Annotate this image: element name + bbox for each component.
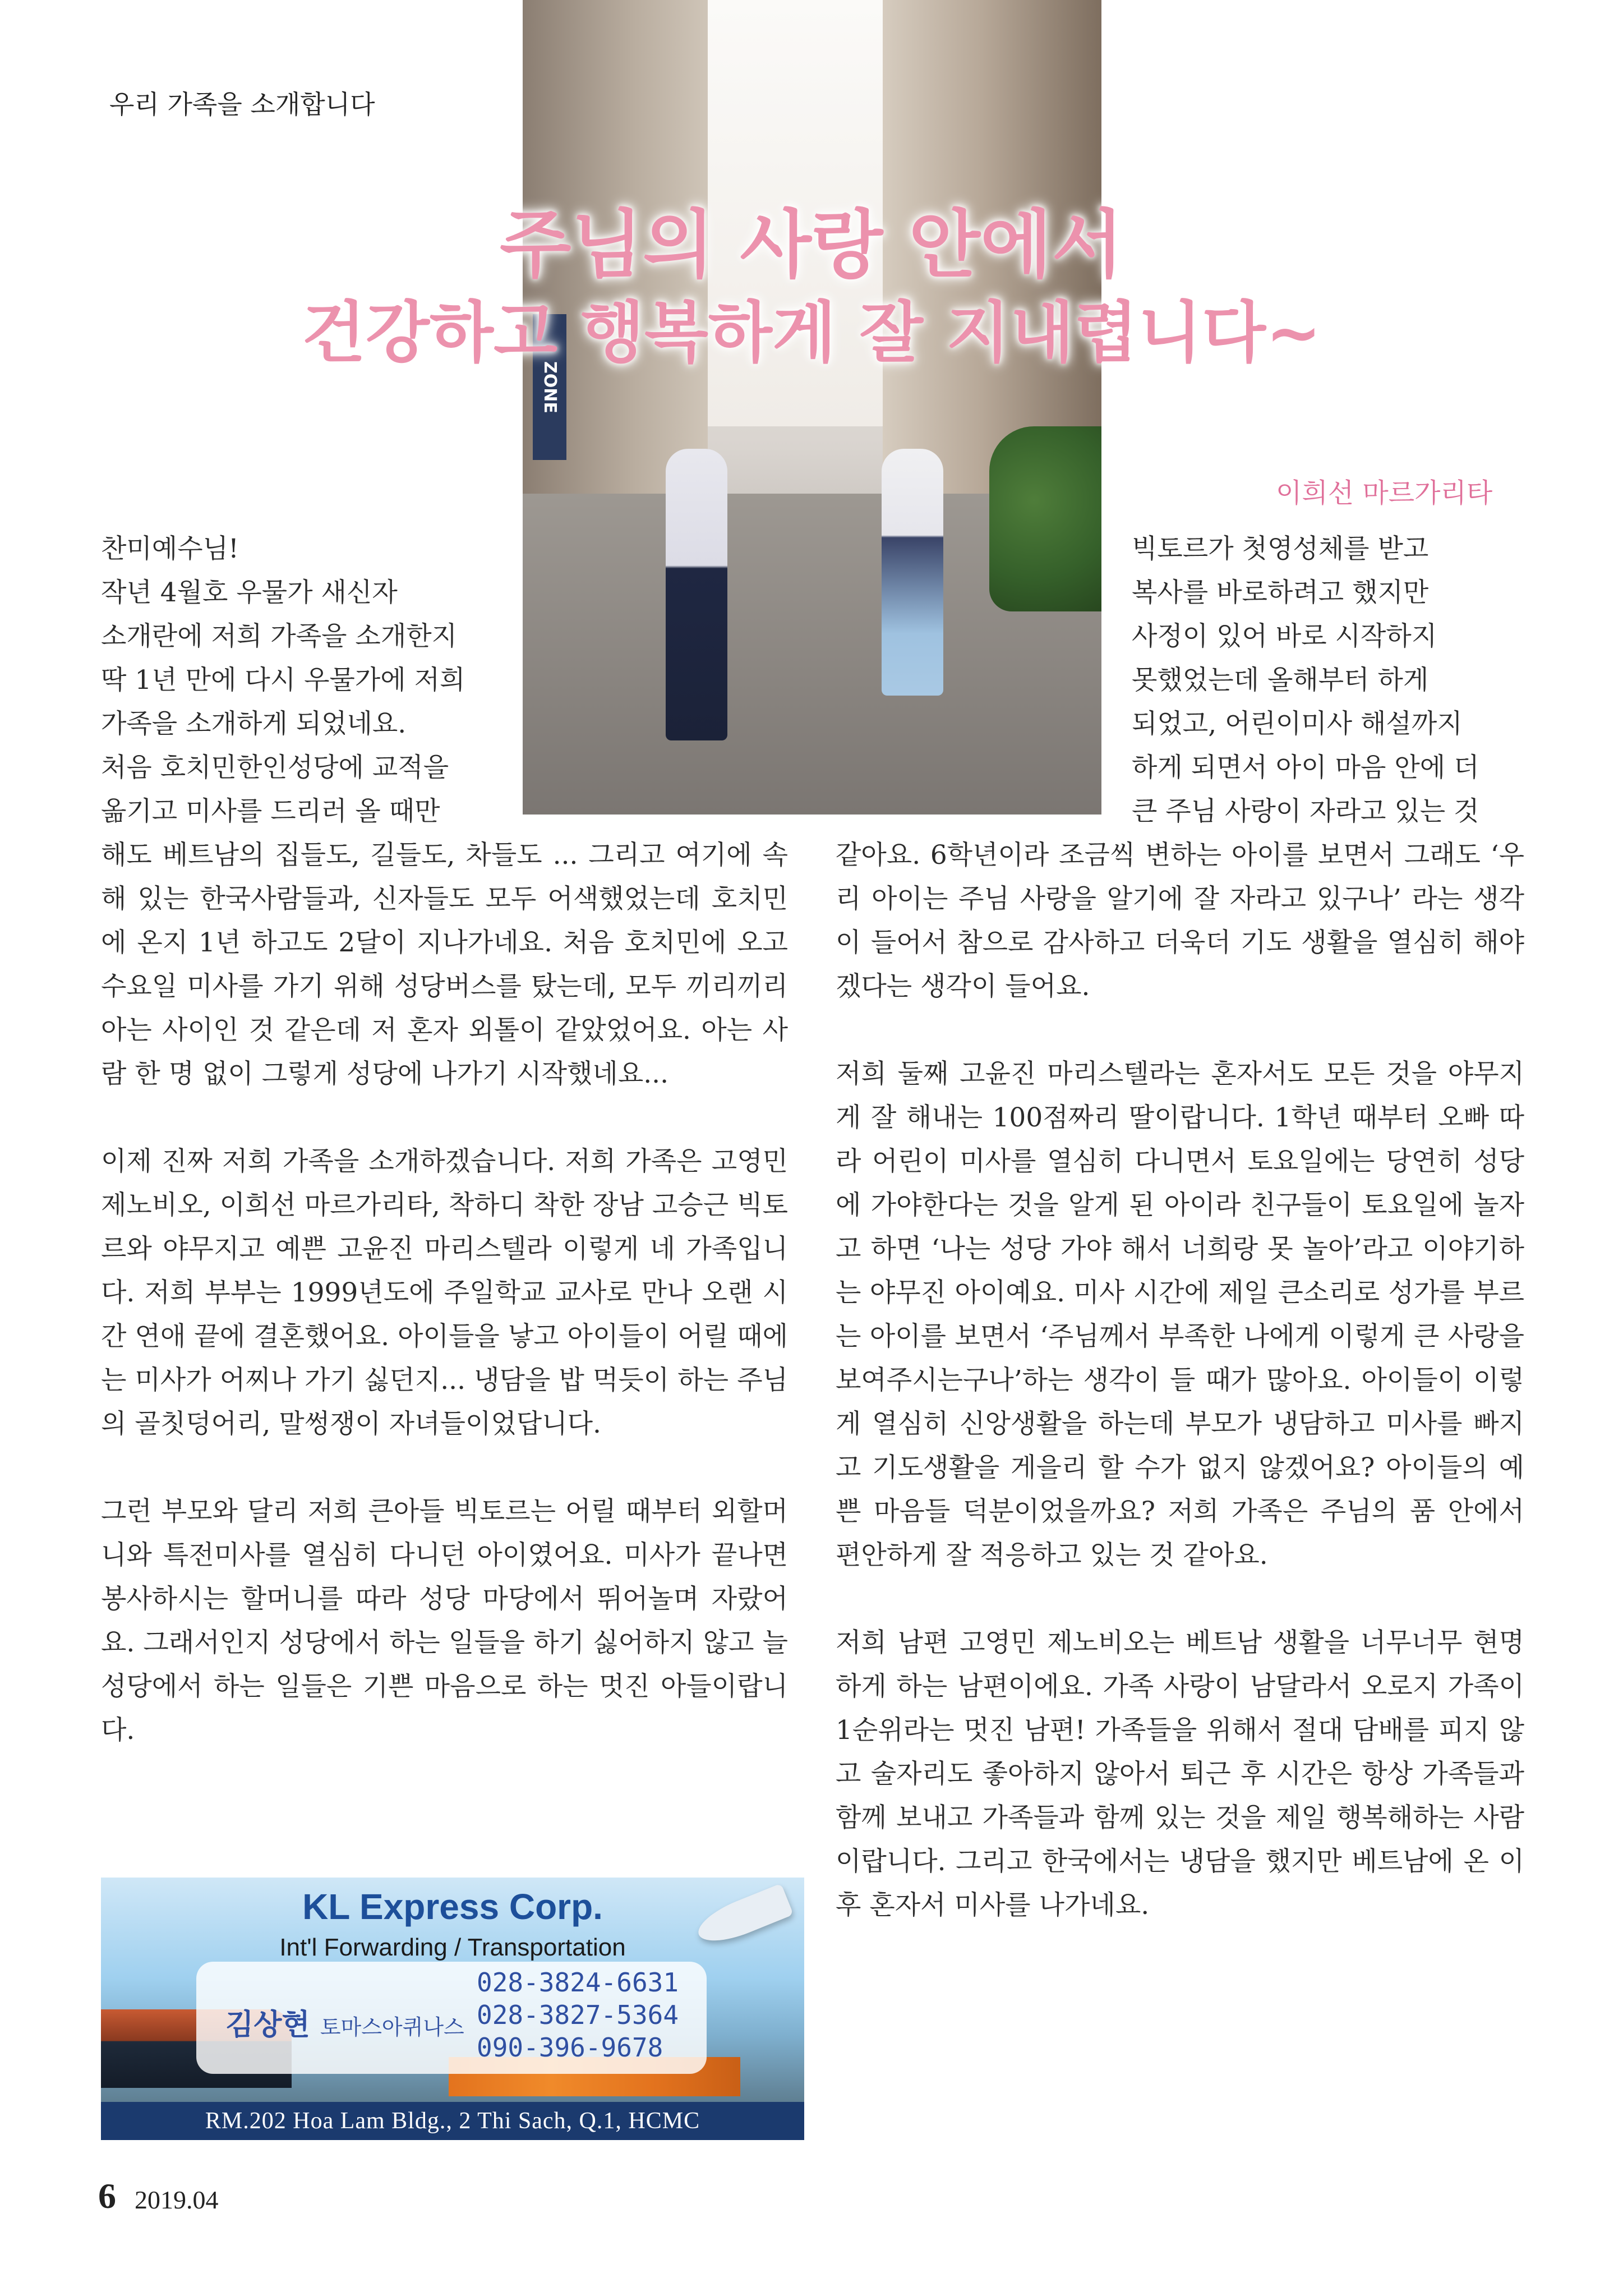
photo-boy [666,449,727,740]
section-label: 우리 가족을 소개합니다 [109,89,375,119]
page-number: 6 [98,2176,116,2216]
text-line: 가족을 소개하게 되었네요. [101,708,407,739]
text-line: 소개란에 저희 가족을 소개한지 [101,621,458,652]
right-column-body [836,834,1524,1927]
text-line: 빅토르가 첫영성체를 받고 [1132,533,1429,564]
paragraph: 저희 남편 고영민 제노비오는 베트남 생활을 너무너무 현명하게 하는 남편이에요. 가족 사랑이 남달라서 오로지 가족이 1순위라는 멋진 남편! 가족들을 위해서 절대 담배를 피지 않고 술자리도 좋아하지 않아서 퇴근 후 시간은 항상 가족들과 함께 보내고 가족들과 함께 있는 것을 제일 행복해하는 사람이랍니다. 그리고 한국에서는 냉담을 했지만 베트남에 온 이후 혼자서 미사를 나가네요. [836,1627,1524,1921]
text-line: 되었고, 어린이미사 해설까지 [1132,708,1463,739]
ad-tagline: Int'l Forwarding / Transportation [279,1934,626,1961]
paragraph: 그런 부모와 달리 저희 큰아들 빅토르는 어릴 때부터 외할머니와 특전미사를 열심히 다니던 아이였어요. 미사가 끝나면 봉사하시는 할머니를 따라 성당 마당에서 뛰어놀며 자랐어요. 그래서인지 성당에서 하는 일들을 하기 싫어하지 않고 늘 성당에서 하는 일들은 기쁜 마음으로 하는 멋진 아들이랍니다. [101,1496,788,1746]
ad-company-name: KL Express Corp. [302,1887,603,1927]
ad-contact [225,2001,464,2043]
paragraph: 저희 둘째 고윤진 마리스텔라는 혼자서도 모든 것을 야무지게 잘 해내는 100점짜리 딸이랍니다. 1학년 때부터 오빠 따라 어린이 미사를 열심히 다니면서 토요일에는 당연히 성당에 가야한다는 것을 알게 된 아이라 친구들이 토요일에 놀자고 하면 ‘나는 성당 가야 해서 너희랑 못 놀아’라고 이야기하는 야무진 아이예요. 미사 시간에 제일 큰소리로 성가를 부르는 아이를 보면서 ‘주님께서 부족한 나에게 이렇게 큰 사랑을 보여주시는구나’하는 생각이 들 때가 많아요. 아이들이 이렇게 열심히 신앙생활을 하는데 부모가 냉담하고 미사를 빠지고 기도생활을 게을리 할 수가 없지 않겠어요? 아이들의 예쁜 마음들 덕분이었을까요? 저희 가족은 주님의 품 안에서 편안하게 잘 적응하고 있는 것 같아요. [836,1059,1524,1571]
ad-phone: 028-3824-6631 [477,1967,679,1998]
photo-plants [989,426,1101,611]
text-line: 사정이 있어 바로 시작하지 [1132,621,1437,652]
left-column-top [101,527,485,834]
ad-contact-role: 토마스아퀴나스 [320,2015,464,2040]
paragraph: 이제 진짜 저희 가족을 소개하겠습니다. 저희 가족은 고영민 제노비오, 이희선 마르가리타, 착하디 착한 장남 고승근 빅토르와 야무지고 예쁜 고윤진 마리스텔라 이렇게 네 가족입니다. 저희 부부는 1999년도에 주일학교 교사로 만나 오랜 시간 연애 끝에 결혼했어요. 아이들을 낳고 아이들이 어릴 때에는 미사가 어찌나 가기 싫던지... 냉담을 밥 먹듯이 하는 주님의 골칫덩어리, 말썽쟁이 자녀들이었답니다. [101,1146,788,1439]
left-column-body [101,834,788,1752]
text-line: 딱 1년 만에 다시 우물가에 저희 [101,665,465,696]
kl-express-advertisement [101,1878,804,2140]
text-line: 못했었는데 올해부터 하게 [1132,665,1429,696]
photo-girl [882,449,943,696]
photo-zone-sign: ZONE [533,314,566,460]
ad-phone: 090-396-9678 [477,2032,663,2063]
text-line: 하게 되면서 아이 마음 안에 더 [1132,752,1479,783]
text-line: 찬미예수님! [101,533,239,564]
paragraph: 같아요. 6학년이라 조금씩 변하는 아이를 보면서 그래도 ‘우리 아이는 주님 사랑을 알기에 잘 자라고 있구나’ 라는 생각이 들어서 참으로 감사하고 더욱더 기도 생활을 열심히 해야겠다는 생각이 들어요. [836,840,1524,1002]
text-line: 처음 호치민한인성당에 교적을 [101,752,449,783]
ad-contact-name: 김상현 [225,2008,310,2042]
text-line: 큰 주님 사랑이 자라고 있는 것 [1132,796,1479,827]
paragraph: 해도 베트남의 집들도, 길들도, 차들도 ... 그리고 여기에 속해 있는 한국사람들과, 신자들도 모두 어색했었는데 호치민에 온지 1년 하고도 2달이 지나가네요. 처음 호치민에 오고 수요일 미사를 가기 위해 성당버스를 탔는데, 모두 끼리끼리 아는 사이인 것 같은데 저 혼자 외톨이 같았었어요. 아는 사람 한 명 없이 그렇게 성당에 나가기 시작했네요... [101,840,788,1089]
article-title-line1: 주님의 사랑 안에서 [499,202,1123,288]
issue-date: 2019.04 [135,2185,219,2214]
article-author: 이희선 마르가리타 [1276,477,1493,509]
text-line: 복사를 바로하려고 했지만 [1132,577,1429,608]
ad-address: RM.202 Hoa Lam Bldg., 2 Thi Sach, Q.1, HCMC [101,2102,804,2140]
article-title-line2: 건강하고 행복하게 잘 지내렵니다~ [302,294,1321,371]
ad-phone: 028-3827-5364 [477,2000,679,2030]
family-photo [523,0,1101,815]
ad-phone-list [477,1966,679,2064]
right-column-top [1132,527,1524,834]
text-line: 옮기고 미사를 드리러 올 때만 [101,796,440,827]
text-line: 작년 4월호 우물가 새신자 [101,577,398,608]
